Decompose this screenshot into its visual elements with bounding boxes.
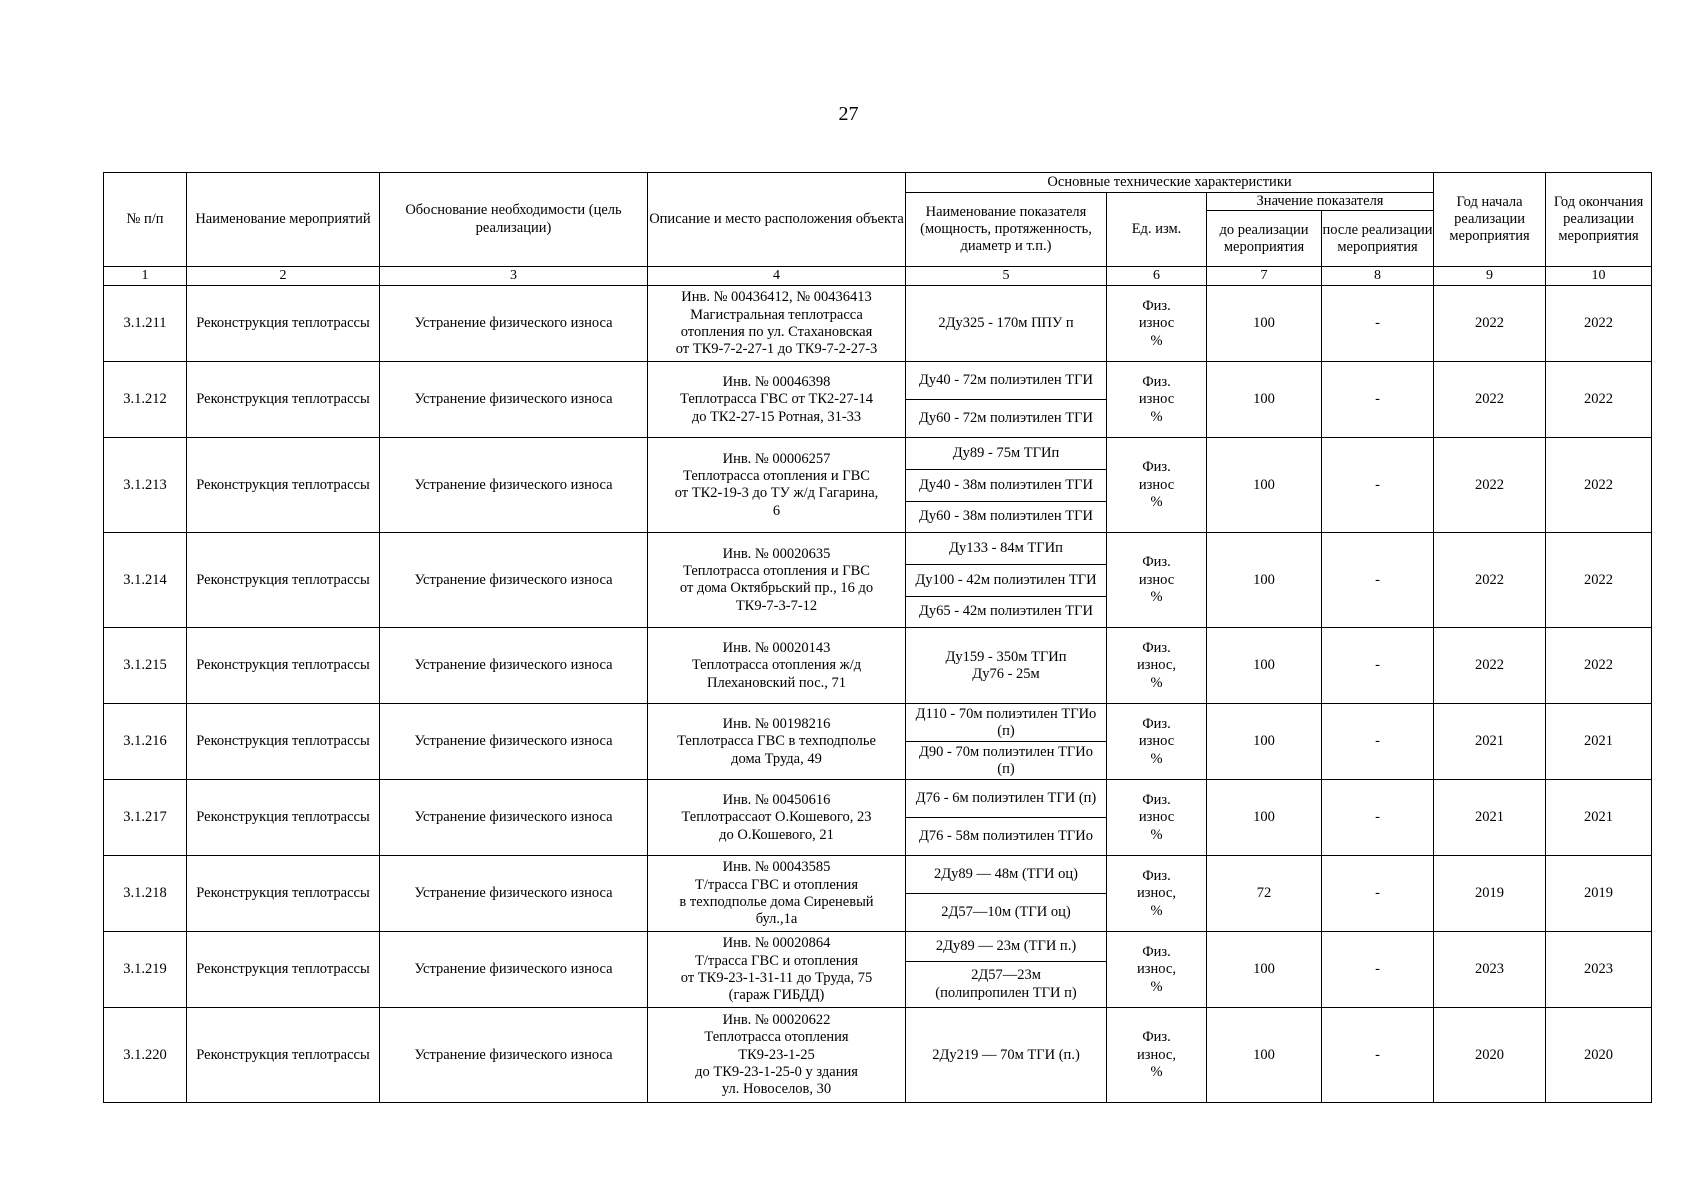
row-num: 3.1.214 [104,533,187,628]
indicator-item: Д76 - 58м полиэтилен ТГИо [906,817,1106,855]
row-start-year: 2022 [1434,362,1546,438]
col-number: 6 [1107,267,1207,286]
row-value-after: - [1322,932,1434,1008]
table-row [104,1008,1652,1103]
description-line: Инв. № 00198216 [722,715,831,732]
row-value-before: 100 [1207,780,1322,856]
row-description [648,856,906,932]
table-row [104,704,1652,780]
unit-line: износ [1138,315,1175,332]
header-before: до реализации мероприятия [1207,211,1322,267]
row-num: 3.1.212 [104,362,187,438]
row-description [648,1008,906,1103]
indicator-item: Д76 - 6м полиэтилен ТГИ (п) [915,790,1097,807]
description-line: Теплотрассаот О.Кошевого, 23 [681,809,872,826]
row-name: Реконструкция теплотрассы [187,1008,380,1103]
row-name: Реконструкция теплотрассы [187,856,380,932]
unit-line: Физ. [1142,867,1171,884]
indicator-item: Ду60 - 72м полиэтилен ТГИ [906,399,1106,437]
row-start-year: 2021 [1434,704,1546,780]
row-description [648,704,906,780]
row-start-year: 2022 [1434,438,1546,533]
row-start-year: 2019 [1434,856,1546,932]
description-line: Инв. № 00020635 [722,545,831,562]
row-indicator [906,932,1107,1008]
row-unit [1107,362,1207,438]
indicator-item: Ду133 - 84м ТГИп [949,540,1063,557]
unit-line: износ [1138,391,1175,408]
indicator-item: Ду100 - 42м полиэтилен ТГИ [906,564,1106,596]
unit-line: Физ. [1142,554,1171,571]
header-end-year: Год окончания реализации мероприятия [1546,173,1652,267]
row-reason: Устранение физического износа [380,932,648,1008]
row-unit [1107,856,1207,932]
table-row [104,856,1652,932]
description-line: до О.Кошевого, 21 [719,826,834,843]
row-unit [1107,704,1207,780]
unit-line: Физ. [1142,639,1171,656]
row-end-year: 2022 [1546,286,1652,362]
row-reason: Устранение физического износа [380,856,648,932]
measures-table [103,172,1652,1103]
indicator-item: Д90 - 70м полиэтилен ТГИо (п) [906,741,1106,779]
row-value-after: - [1322,286,1434,362]
description-line: от ТК2-19-3 до ТУ ж/д Гагарина, [674,485,879,502]
col-number: 4 [648,267,906,286]
row-unit [1107,628,1207,704]
row-description [648,286,906,362]
row-value-before: 100 [1207,628,1322,704]
row-unit [1107,932,1207,1008]
row-description [648,533,906,628]
row-value-before: 100 [1207,1008,1322,1103]
description-line: (гараж ГИБДД) [728,987,825,1004]
indicator-item: Ду65 - 42м полиэтилен ТГИ [906,596,1106,628]
description-line: от дома Октябрьский пр., 16 до [679,580,874,597]
row-unit [1107,533,1207,628]
indicator-item: 2Д57—23м (полипропилен ТГИ п) [906,961,1106,1008]
col-number: 9 [1434,267,1546,286]
row-end-year: 2022 [1546,438,1652,533]
row-value-before: 72 [1207,856,1322,932]
table-row [104,932,1652,1008]
row-reason: Устранение физического износа [380,286,648,362]
indicator-item: Ду40 - 72м полиэтилен ТГИ [919,372,1093,389]
col-number: 10 [1546,267,1652,286]
row-value-after: - [1322,704,1434,780]
description-line: Теплотрасса отопления [704,1029,849,1046]
row-num: 3.1.215 [104,628,187,704]
row-end-year: 2022 [1546,362,1652,438]
description-line: Инв. № 00436412, № 00436413 [681,289,872,306]
unit-line: износ, [1137,961,1176,978]
row-description [648,362,906,438]
row-name: Реконструкция теплотрассы [187,286,380,362]
unit-line: Физ. [1142,715,1171,732]
col-number: 2 [187,267,380,286]
description-line: Инв. № 00020864 [722,935,831,952]
unit-line: % [1150,826,1163,843]
table-row [104,362,1652,438]
row-unit [1107,780,1207,856]
description-line: от ТК9-23-1-31-11 до Труда, 75 [680,969,873,986]
row-unit [1107,438,1207,533]
column-number-row [104,267,1652,286]
description-line: дома Труда, 49 [731,750,822,767]
row-name: Реконструкция теплотрассы [187,628,380,704]
row-reason: Устранение физического износа [380,533,648,628]
table-row [104,780,1652,856]
row-indicator [906,628,1107,704]
row-start-year: 2020 [1434,1008,1546,1103]
header-tech-specs: Основные технические характеристики [906,173,1434,193]
row-start-year: 2021 [1434,780,1546,856]
row-indicator [906,533,1107,628]
indicator-item: Ду60 - 38м полиэтилен ТГИ [906,501,1106,533]
description-line: Инв. № 00450616 [722,791,831,808]
row-description [648,780,906,856]
row-value-after: - [1322,856,1434,932]
row-description [648,628,906,704]
row-name: Реконструкция теплотрассы [187,932,380,1008]
header-num: № п/п [104,173,187,267]
row-name: Реконструкция теплотрассы [187,533,380,628]
unit-line: % [1150,902,1163,919]
row-value-before: 100 [1207,932,1322,1008]
description-line: Теплотрасса отопления ж/д [691,657,862,674]
row-unit [1107,1008,1207,1103]
table-row [104,533,1652,628]
row-name: Реконструкция теплотрассы [187,780,380,856]
row-reason: Устранение физического износа [380,1008,648,1103]
row-num: 3.1.213 [104,438,187,533]
row-value-before: 100 [1207,704,1322,780]
description-line: Теплотрасса отопления и ГВС [683,468,870,484]
row-name: Реконструкция теплотрассы [187,438,380,533]
indicator-item: 2Ду219 — 70м ТГИ (п.) [932,1046,1080,1063]
unit-line: Физ. [1142,297,1171,314]
row-value-after: - [1322,1008,1434,1103]
unit-line: % [1150,674,1163,691]
unit-line: Физ. [1142,373,1171,390]
row-value-before: 100 [1207,286,1322,362]
indicator-item: Ду159 - 350м ТГИп Ду76 - 25м [945,648,1067,682]
unit-line: Физ. [1142,791,1171,808]
row-num: 3.1.219 [104,932,187,1008]
col-number: 3 [380,267,648,286]
row-name: Реконструкция теплотрассы [187,704,380,780]
unit-line: % [1150,408,1163,425]
description-line: Т/трасса ГВС и отопления [694,952,858,969]
row-value-before: 100 [1207,362,1322,438]
row-value-after: - [1322,628,1434,704]
row-name: Реконструкция теплотрассы [187,362,380,438]
col-number: 7 [1207,267,1322,286]
header-description: Описание и место расположения объекта [648,173,906,267]
unit-line: % [1150,589,1163,606]
unit-line: износ [1138,476,1175,493]
row-reason: Устранение физического износа [380,438,648,533]
row-unit [1107,286,1207,362]
unit-line: % [1150,332,1163,349]
row-reason: Устранение физического износа [380,704,648,780]
description-line: в техподполье дома Сиреневый [679,893,874,910]
row-value-after: - [1322,438,1434,533]
row-reason: Устранение физического износа [380,362,648,438]
table-row [104,286,1652,362]
row-indicator [906,362,1107,438]
row-value-after: - [1322,533,1434,628]
description-line: Т/трасса ГВС и отопления [694,876,858,893]
row-end-year: 2022 [1546,533,1652,628]
table-row [104,628,1652,704]
unit-line: износ, [1137,885,1176,902]
description-line: ул. Новоселов, 30 [721,1081,832,1098]
row-reason: Устранение физического износа [380,628,648,704]
indicator-item: Ду89 - 75м ТГИп [952,445,1060,462]
header-start-year: Год начала реализации мероприятия [1434,173,1546,267]
row-indicator [906,438,1107,533]
row-num: 3.1.220 [104,1008,187,1103]
indicator-item: 2Ду89 — 48м (ТГИ оц) [934,866,1078,883]
unit-line: износ, [1137,1046,1176,1063]
unit-line: % [1150,978,1163,995]
unit-line: износ [1138,733,1175,750]
description-line: Инв. № 00020622 [722,1011,831,1028]
description-line: Магистральная теплотрасса [690,306,863,323]
row-description [648,438,906,533]
row-end-year: 2020 [1546,1008,1652,1103]
row-end-year: 2019 [1546,856,1652,932]
col-number: 5 [906,267,1107,286]
description-line: Плехановский пос., 71 [706,674,847,691]
row-num: 3.1.211 [104,286,187,362]
description-line: ТК9-7-3-7-12 [735,597,818,614]
row-indicator [906,1008,1107,1103]
indicator-item: 2Д57—10м (ТГИ оц) [906,893,1106,931]
header-value: Значение показателя [1207,193,1434,211]
row-start-year: 2022 [1434,286,1546,362]
page-number: 27 [838,103,859,125]
row-num: 3.1.217 [104,780,187,856]
indicator-item: 2Ду325 - 170м ППУ п [938,315,1074,332]
row-reason: Устранение физического износа [380,780,648,856]
unit-line: % [1150,494,1163,511]
row-indicator [906,856,1107,932]
description-line: до ТК2-27-15 Ротная, 31-33 [691,408,862,425]
unit-line: % [1150,1064,1163,1081]
description-line: Теплотрасса ГВС в техподполье [677,733,876,750]
unit-line: Физ. [1142,943,1171,960]
unit-line: износ [1138,809,1175,826]
row-description [648,932,906,1008]
header-name: Наименование мероприятий [187,173,380,267]
unit-line: Физ. [1142,1029,1171,1046]
indicator-item: Д110 - 70м полиэтилен ТГИо (п) [915,705,1097,739]
table-row [104,438,1652,533]
row-start-year: 2022 [1434,628,1546,704]
row-end-year: 2021 [1546,780,1652,856]
description-line: Инв. № 00020143 [722,639,831,656]
row-end-year: 2022 [1546,628,1652,704]
unit-line: износ, [1137,657,1176,674]
indicator-item: Ду40 - 38м полиэтилен ТГИ [906,469,1106,501]
description-line: от ТК9-7-2-27-1 до ТК9-7-2-27-3 [675,341,878,358]
description-line: Инв. № 00006257 [722,450,831,467]
row-indicator [906,780,1107,856]
header-reason: Обоснование необходимости (цель реализации) [380,173,648,267]
unit-line: % [1150,750,1163,767]
description-line: Инв. № 00043585 [722,859,831,876]
row-end-year: 2021 [1546,704,1652,780]
header-indicator: Наименование показателя (мощность, протяженность, диаметр и т.п.) [906,193,1107,267]
row-start-year: 2022 [1434,533,1546,628]
description-line: отопления по ул. Стахановская [680,323,873,340]
header-unit: Ед. изм. [1107,193,1207,267]
row-value-after: - [1322,362,1434,438]
description-line: Инв. № 00046398 [722,373,831,390]
row-start-year: 2023 [1434,932,1546,1008]
row-end-year: 2023 [1546,932,1652,1008]
row-value-after: - [1322,780,1434,856]
description-line: бул.,1а [755,911,798,928]
indicator-item: 2Ду89 — 23м (ТГИ п.) [935,937,1077,954]
unit-line: Физ. [1142,459,1171,476]
description-line: Теплотрасса отопления и ГВС [683,563,870,579]
row-num: 3.1.216 [104,704,187,780]
col-number: 8 [1322,267,1434,286]
description-line: Теплотрасса ГВС от ТК2-27-14 [680,391,873,408]
description-line: до ТК9-23-1-25-0 у здания [695,1064,858,1081]
description-line: ТК9-23-1-25 [738,1046,815,1063]
col-number: 1 [104,267,187,286]
row-value-before: 100 [1207,438,1322,533]
header-after: после реализации мероприятия [1322,211,1434,267]
row-indicator [906,704,1107,780]
row-indicator [906,286,1107,362]
row-num: 3.1.218 [104,856,187,932]
description-line: 6 [772,502,781,519]
unit-line: износ [1138,571,1175,588]
row-value-before: 100 [1207,533,1322,628]
